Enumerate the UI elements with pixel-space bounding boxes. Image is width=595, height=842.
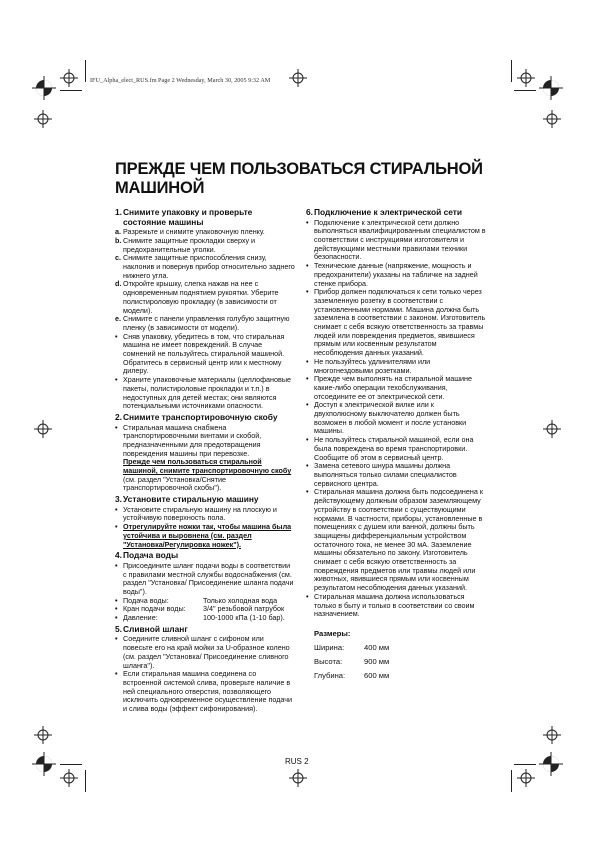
crosshair-mark-icon — [34, 726, 52, 744]
crop-mark — [85, 60, 86, 82]
section-1-heading: 1. Снимите упаковку и проверьте состояние машины — [115, 207, 253, 227]
crop-mark — [511, 770, 512, 792]
crosshair-mark-icon — [517, 69, 535, 87]
registration-mark-icon — [539, 76, 563, 100]
crosshair-mark-icon — [543, 110, 561, 128]
list-item: • Отрегулируйте ножки так, чтобы машина была устойчива и выровнена (см. раздел "Установка/Регулировка ножек"). — [115, 522, 292, 549]
section-2-heading: 2. Снимите транспортировочную скобу — [115, 411, 278, 422]
spec-row: • Кран подачи воды: 3/4" резьбовой патрубок — [115, 604, 285, 614]
list-item: • Присоедините шланг подачи воды в соответствии с правилами местной службы водоснабжения (см. раздел "Установка/ Присоединение шланга подачи воды"). — [115, 560, 294, 596]
crosshair-mark-icon — [60, 769, 78, 787]
list-item: • Прежде чем выполнять на стиральной машине какие-либо операции техобслуживания, отсоедините ее от электрической сети. — [306, 374, 473, 401]
crop-mark — [514, 764, 536, 765]
file-header: IFU_Alpha_elect_RUS.fm Page 2 Wednesday, March 30, 2005 9:32 AM — [90, 77, 271, 84]
list-item: • Прибор должен подключаться к сети только через заземленную розетку в соответствии с установленными нормами. Машина должна быть заземлена в соответствии с законом. Изготовитель снимает с себя всякую ответственность за травмы людей или повреждения предметов, явившиеся прямым или косвенным результатом несоблюдения данных указаний. — [306, 287, 486, 358]
list-item: • Технические данные (напряжение, мощность и предохранители) указаны на табличке на задней стенке прибора. — [306, 261, 478, 288]
dimensions-title: Размеры: — [314, 628, 351, 638]
section-6-heading: 6. Подключение к электрической сети — [306, 207, 463, 217]
dimension-row: Глубина: 600 мм — [314, 670, 390, 680]
list-item: • Храните упаковочные материалы (целлофановые пакеты, полистироловые прокладки и т.п.) в недоступных для детей местах; они являются потенциальными источниками опасности. — [115, 375, 292, 411]
list-item: b. Снимите защитные прокладки сверху и предохранительные уголки. — [115, 235, 256, 254]
list-item: • Подключение к электрической сети должно выполняться квалифицированным специалистом в соответствии с инструкциями изготовителя и действующими местными правилами техники безопасности. — [306, 217, 486, 262]
list-item: c. Снимите защитные приспособления снизу, наклонив и повернув прибор относительно заднего нижнего угла. — [115, 253, 295, 280]
list-item: • Стиральная машина снабжена транспортировочными винтами и скобой, предназначенными для предотвращения повреждения машины при перевозке. — [115, 422, 262, 458]
section-5-heading: 5. Сливной шланг — [115, 623, 188, 634]
list-item: • Стиральная машина должна быть подсоединена к действующему должным образом заземляющему устройству в соответствии с существующими нормами. В частности, приборы, установленные в помещениях с душем или ванной, должны быть защищены дифференциальным устройством остаточного тока, не менее 30 мА. Заземление машины обязательно по закону. Изготовитель снимает с себя всякую ответственность за повреждения предметов или травмы людей или животных, явившиеся прямым или косвенным результатом несоблюдения данных указаний. — [306, 487, 484, 593]
spec-row: • Давление: 100-1000 кПа (1-10 бар). — [115, 613, 285, 623]
list-item: • Установите стиральную машину на плоскую и устойчивую поверхность пола. — [115, 504, 277, 523]
crosshair-mark-icon — [34, 110, 52, 128]
dimension-row: Высота: 900 мм — [314, 656, 390, 666]
dimension-row: Ширина: 400 мм — [314, 642, 390, 652]
crosshair-mark-icon — [543, 420, 561, 438]
list-item: • Не пользуйтесь удлинителями или многогнездовыми розетками. — [306, 356, 431, 375]
crosshair-mark-icon — [34, 420, 52, 438]
warning-note: Прежде чем пользоваться стиральной машиной, снимите транспортировочную скобу (см. раздел "Установка/Снятие транспортировочной скобы"). — [123, 457, 292, 493]
crop-mark — [60, 90, 82, 91]
registration-mark-icon — [539, 752, 563, 776]
section-3-heading: 3. Установите стиральную машину — [115, 494, 259, 505]
spec-row: • Подача воды: Только холодная вода — [115, 595, 278, 605]
list-item: • Сняв упаковку, убедитесь в том, что стиральная машина не имеет повреждений. В случае сомнений не пользуйтесь стиральной машиной. Обратитесь в сервисный центр или к местному дилеру. — [115, 331, 285, 376]
list-item: • Не пользуйтесь стиральной машиной, если она была повреждена во время транспортировки. Сообщите об этом в сервисный центр. — [306, 435, 474, 462]
crop-mark — [85, 770, 86, 792]
registration-mark-icon — [32, 76, 56, 100]
page-number: RUS 2 — [285, 757, 309, 766]
list-item: • Замена сетевого шнура машины должна выполняться только силами специалистов сервисного центра. — [306, 461, 457, 488]
right-column — [306, 206, 486, 683]
list-item: • Стиральная машина должна использоваться только в быту и только в соответствии со своим назначением. — [306, 591, 475, 619]
crosshair-mark-icon — [517, 769, 535, 787]
list-item: e. Снимите с панели управления голубую защитную пленку (в зависимости от модели). — [115, 314, 290, 332]
section-4-heading: 4. Подача воды — [115, 550, 179, 561]
dimensions-block — [314, 627, 486, 683]
list-item: • Соедините сливной шланг с сифоном или повесьте его на край мойки за U-образное колено (см. раздел "Установка/ Присоединение сливного шланга"). — [115, 634, 290, 670]
list-item: a. Разрежьте и снимите упаковочную пленку. — [115, 227, 265, 237]
crosshair-mark-icon — [289, 769, 307, 787]
crosshair-mark-icon — [543, 726, 561, 744]
crosshair-mark-icon — [60, 69, 78, 87]
crop-mark — [60, 764, 82, 765]
crop-mark — [514, 90, 536, 91]
left-column — [115, 206, 295, 714]
list-item: • Доступ к электрической вилке или к двухполюсному выключателю должен быть возможен в любой момент и после установки машины. — [306, 400, 467, 436]
list-item: d. Откройте крышку, слегка нажав на нее с одновременным поднятием рукоятки. Уберите полистироловую прокладку (в зависимости от модели). — [115, 279, 279, 315]
crop-mark — [511, 60, 512, 82]
registration-mark-icon — [32, 752, 56, 776]
page-title: ПРЕЖДЕ ЧЕМ ПОЛЬЗОВАТЬСЯ СТИРАЛЬНОЙ МАШИНОЙ — [115, 160, 483, 197]
list-item: • Если стиральная машина соединена со встроенной системой слива, проверьте наличие в ней специального отверстия, позволяющего исключить одновременное осуществление подачи и слива воды (эффект сифонирования). — [115, 669, 292, 714]
crosshair-mark-icon — [289, 69, 307, 87]
